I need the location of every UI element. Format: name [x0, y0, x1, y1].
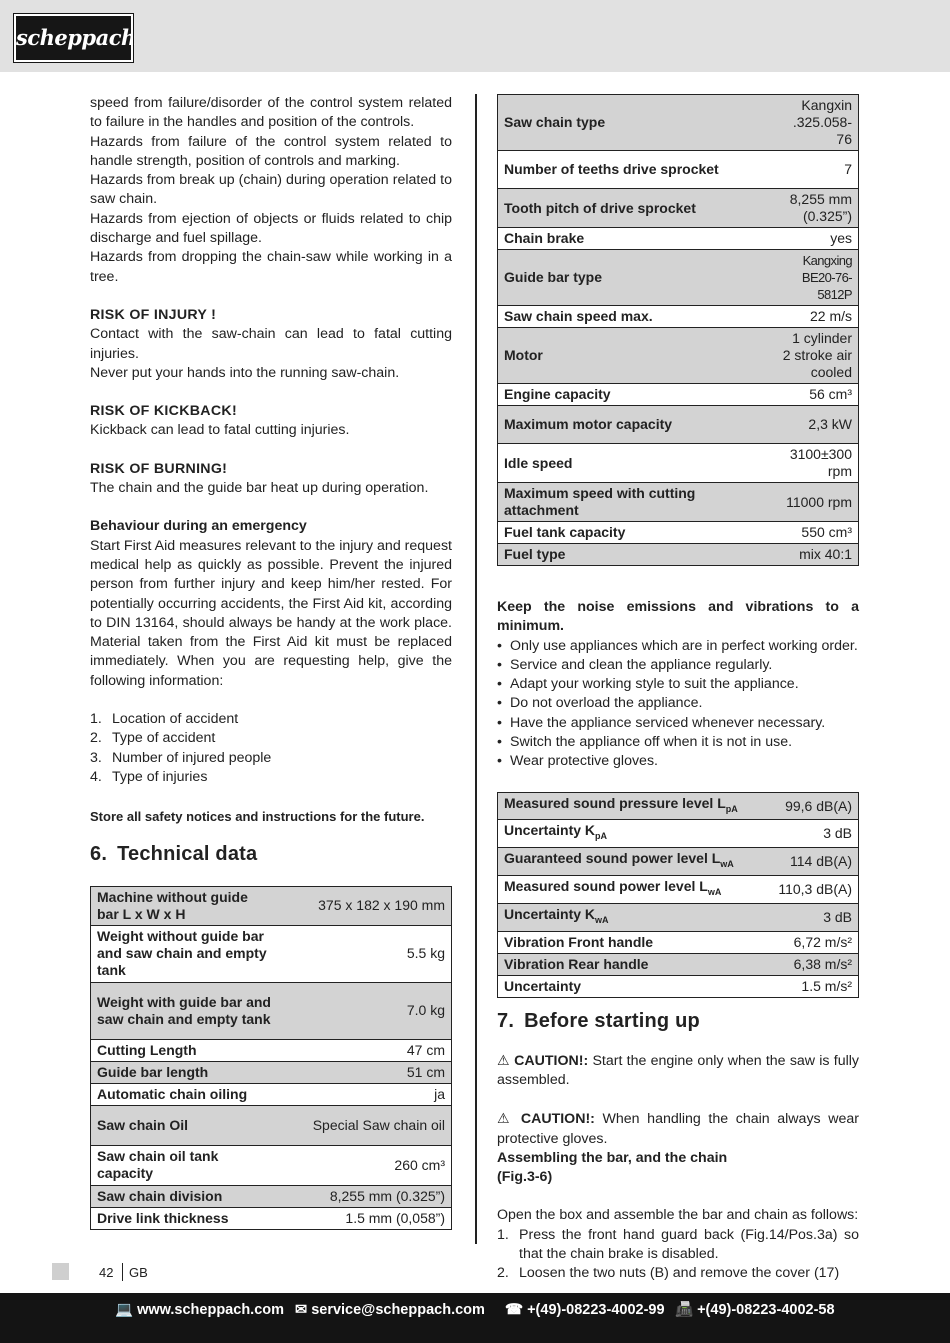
- risk-injury-heading: RISK OF INJURY !: [90, 306, 217, 323]
- warning-icon: ⚠: [497, 1110, 514, 1127]
- risk-burning-heading: RISK OF BURNING!: [90, 460, 228, 477]
- scheppach-logo: scheppach: [14, 14, 133, 62]
- list-item: 2. Type of accident: [90, 730, 216, 747]
- table-row: Idle speed 3100±300 rpm: [498, 444, 859, 483]
- table-row: Measured sound pressure level $L_{pA}$ 99,6 dB(A): [498, 792, 859, 820]
- table-row: Uncertainty $K_{pA}$ 3 dB: [498, 820, 859, 848]
- table-row: Vibration Front handle 6,72 m/s²: [498, 931, 859, 953]
- table-row: Fuel tank capacity 550 cm³: [498, 522, 859, 544]
- assemble-steps: [497, 1226, 859, 1284]
- intro-paragraph-3: Hazards from break up (chain) during operation related to saw chain.: [90, 172, 452, 208]
- table-row: Vibration Rear handle 6,38 m/s²: [498, 953, 859, 975]
- list-item: • Do not overload the appliance.: [497, 695, 703, 712]
- list-item: 1. Press the front hand guard back (Fig.14/Pos.3a) so that the chain brake is disabled.: [497, 1226, 859, 1263]
- table-row: Saw chain division 8,255 mm (0.325”): [91, 1185, 452, 1207]
- list-item: • Wear protective gloves.: [497, 753, 658, 770]
- store-notice: Store all safety notices and instructions for the future.: [90, 809, 425, 825]
- table-row: Automatic chain oiling ja: [91, 1083, 452, 1105]
- table-row: Measured sound power level $L_{wA}$ 110,3 dB(A): [498, 876, 859, 904]
- assemble-intro: Open the box and assemble the bar and chain as follows:: [497, 1207, 859, 1224]
- table-row: Cutting Length 47 cm: [91, 1039, 452, 1061]
- table-row: Saw chain Oil Special Saw chain oil: [91, 1105, 452, 1145]
- table-row: Guaranteed sound power level $L_{wA}$ 114 dB(A): [498, 848, 859, 876]
- spec-table: [497, 94, 859, 566]
- column-divider: [475, 94, 477, 1244]
- list-item: 1. Location of accident: [90, 711, 239, 728]
- page-marker: [52, 1263, 69, 1280]
- table-row: Weight without guide bar and saw chain and empty tank 5.5 kg: [91, 925, 452, 982]
- table-row: Guide bar length 51 cm: [91, 1061, 452, 1083]
- mail-icon: ✉: [295, 1302, 308, 1318]
- website-contact[interactable]: 💻 www.scheppach.com: [115, 1302, 285, 1318]
- table-row: Saw chain oil tank capacity 260 cm³: [91, 1145, 452, 1185]
- intro-paragraph-4: Hazards from ejection of objects or fluids related to chip discharge and fuel spillage.: [90, 210, 452, 247]
- intro-paragraph-1: speed from failure/disorder of the control system related to failure in the handles and position of the controls.: [90, 95, 452, 131]
- list-item: 3. Number of injured people: [90, 749, 272, 766]
- table-row: Uncertainty 1.5 m/s²: [498, 975, 859, 997]
- intro-paragraph-5: Hazards from dropping the chain-saw while working in a tree.: [90, 249, 452, 285]
- risk-injury-text-2: Never put your hands into the running saw-chain.: [90, 364, 400, 381]
- list-item: • Switch the appliance off when it is not in use.: [497, 734, 793, 751]
- table-row: Saw chain speed max. 22 m/s: [498, 306, 859, 328]
- right-column: [497, 94, 859, 1284]
- contact-footer: [0, 1293, 950, 1343]
- page-number: 42: [99, 1265, 114, 1280]
- table-row: Motor 1 cylinder 2 stroke air cooled: [498, 328, 859, 384]
- table-row: Fuel type mix 40:1: [498, 544, 859, 566]
- caution-1: ⚠ CAUTION!: Start the engine only when the saw is fully assembled.: [497, 1051, 859, 1088]
- intro-paragraph-2: Hazards from failure of the control system related to handle strength, position of controls and marking.: [90, 133, 452, 169]
- emergency-heading: Behaviour during an emergency: [90, 518, 307, 535]
- assemble-heading: Assembling the bar, and the chain: [497, 1149, 728, 1166]
- risk-injury-text-1: Contact with the saw-chain can lead to fatal cutting injuries.: [90, 326, 452, 362]
- table-row: Weight with guide bar and saw chain and empty tank 7.0 kg: [91, 982, 452, 1039]
- list-item: • Service and clean the appliance regularly.: [497, 656, 773, 673]
- warning-icon: ⚠: [497, 1051, 510, 1068]
- info-list: [90, 710, 452, 787]
- table-row: Machine without guide bar L x W x H 375 x 182 x 190 mm: [91, 886, 452, 925]
- noise-heading: Keep the noise emissions and vibrations to a minimum.: [497, 599, 859, 635]
- technical-data-table: [90, 886, 452, 1230]
- left-column: [90, 94, 452, 1230]
- list-item: • Adapt your working style to suit the appliance.: [497, 676, 799, 693]
- section-6-heading: 6. Technical data: [90, 842, 258, 865]
- page-header: [0, 0, 950, 72]
- list-item: • Have the appliance serviced whenever necessary.: [497, 714, 826, 731]
- risk-burning-text: The chain and the guide bar heat up during operation.: [90, 480, 429, 497]
- email-contact[interactable]: ✉ service@scheppach.com: [295, 1302, 485, 1318]
- table-row: Maximum motor capacity 2,3 kW: [498, 406, 859, 444]
- risk-kickback-text: Kickback can lead to fatal cutting injuries.: [90, 422, 350, 439]
- caution-2: ⚠ CAUTION!: When handling the chain always wear protective gloves.: [497, 1110, 859, 1147]
- list-item: 2. Loosen the two nuts (B) and remove the cover (17): [497, 1265, 840, 1282]
- table-row: Drive link thickness 1.5 mm (0,058”): [91, 1207, 452, 1229]
- sound-vibration-table: [497, 792, 859, 998]
- list-item: • Only use appliances which are in perfect working order.: [497, 637, 858, 654]
- risk-kickback-heading: RISK OF KICKBACK!: [90, 403, 237, 420]
- emergency-text: Start First Aid measures relevant to the injury and request medical help as quickly as possible. Prevent the injured person from further injury and keep him/her rested. For potentially occurring accidents, the First Aid kit, according to DIN 13164, should always be handy at the work place. Material taken from the First Aid kit must be replaced immediately. When you are requesting help, give the following information:: [90, 537, 452, 689]
- page-number-divider: [122, 1263, 123, 1281]
- table-row: Uncertainty $K_{wA}$ 3 dB: [498, 903, 859, 931]
- assemble-fig-ref: (Fig.3-6): [497, 1169, 553, 1186]
- phone-icon: ☎: [505, 1302, 524, 1318]
- table-row: Number of teeths drive sprocket 7: [498, 151, 859, 189]
- table-row: Saw chain type Kangxin .325.058-76: [498, 95, 859, 151]
- list-item: 4. Type of injuries: [90, 768, 208, 785]
- table-row: Chain brake yes: [498, 228, 859, 250]
- language-code: GB: [129, 1265, 148, 1280]
- noise-list: [497, 637, 859, 772]
- table-row: Guide bar type Kangxing BE20-76-5812P: [498, 250, 859, 306]
- computer-icon: 💻: [115, 1302, 134, 1318]
- phone-contact: ☎ +(49)-08223-4002-99: [505, 1302, 665, 1318]
- table-row: Engine capacity 56 cm³: [498, 384, 859, 406]
- fax-contact: 📠 +(49)-08223-4002-58: [675, 1302, 835, 1318]
- table-row: Maximum speed with cutting attachment 11000 rpm: [498, 483, 859, 522]
- section-7-heading: 7. Before starting up: [497, 1009, 700, 1032]
- table-row: Tooth pitch of drive sprocket 8,255 mm (0.325”): [498, 189, 859, 228]
- fax-icon: 📠: [675, 1302, 694, 1318]
